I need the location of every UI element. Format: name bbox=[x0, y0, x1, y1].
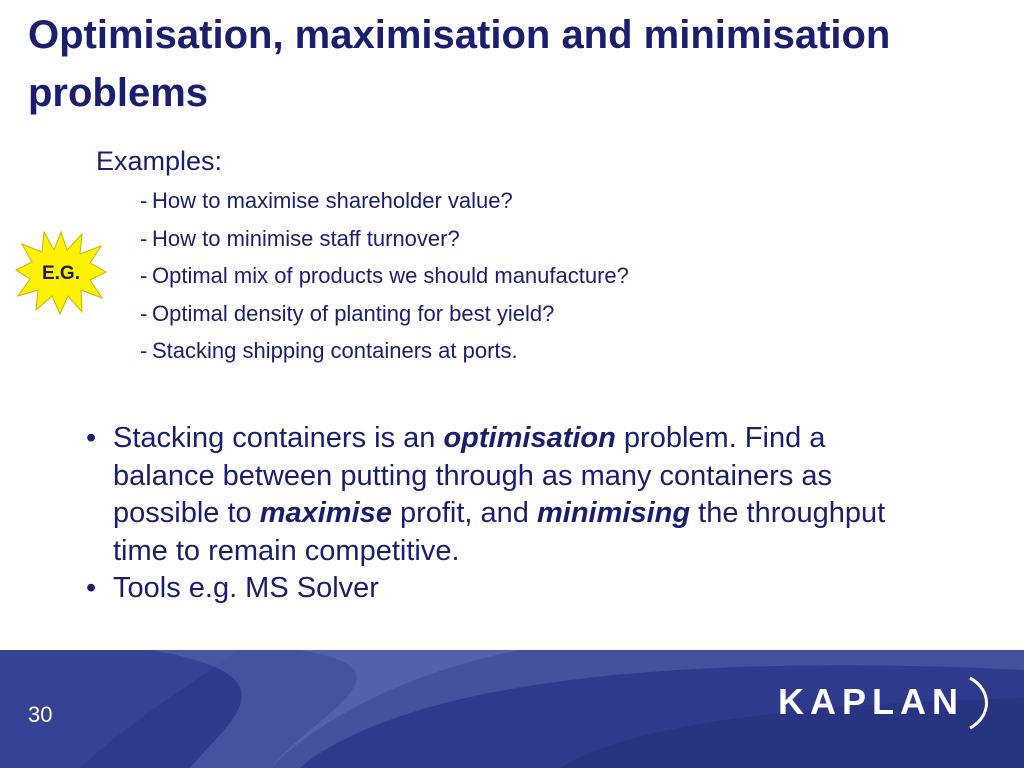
bullet-text: Stacking containers is an bbox=[113, 422, 444, 454]
examples-list bbox=[140, 184, 629, 372]
example-item: - How to minimise staff turnover? bbox=[140, 225, 460, 251]
emphasis-minimising: minimising bbox=[537, 497, 691, 529]
example-text: Optimal mix of products we should manufacture? bbox=[152, 263, 629, 288]
examples-heading: Examples: bbox=[96, 146, 223, 176]
example-text: How to minimise staff turnover? bbox=[152, 225, 460, 251]
bullet-item-stacking bbox=[86, 420, 933, 570]
example-item: - Optimal density of planting for best yield? bbox=[140, 300, 555, 326]
kaplan-logo bbox=[770, 672, 995, 734]
bullet-marker: • bbox=[86, 572, 97, 604]
logo-wordmark: KAPLAN bbox=[778, 681, 964, 722]
example-text: How to maximise shareholder value? bbox=[152, 188, 513, 213]
bullet-marker: • bbox=[86, 422, 97, 454]
example-item: - Optimal mix of products we should manufacture? bbox=[140, 263, 629, 288]
main-bullets bbox=[86, 420, 946, 608]
example-item: - How to maximise shareholder value? bbox=[140, 188, 513, 213]
example-text: Stacking shipping containers at ports. bbox=[152, 338, 518, 363]
bullet-text: profit, and bbox=[391, 497, 537, 529]
bullet-text: the throughput time to remain competitive. bbox=[113, 497, 886, 567]
emphasis-optimisation: optimisation bbox=[443, 422, 616, 454]
example-text: Optimal density of planting for best yield? bbox=[152, 300, 555, 326]
bullet-text: problem. Find a balance between putting through as many containers as possible to bbox=[113, 422, 833, 529]
bullet-item-tools bbox=[86, 570, 946, 608]
example-item: - Stacking shipping containers at ports. bbox=[140, 338, 518, 363]
page-number: 30 bbox=[28, 702, 53, 727]
slide-title: Optimisation, maximisation and minimisation problems bbox=[28, 13, 891, 115]
emphasis-maximise: maximise bbox=[259, 497, 392, 529]
eg-starburst-badge bbox=[14, 228, 108, 316]
bullet-text: Tools e.g. MS Solver bbox=[113, 572, 379, 604]
badge-label: E.G. bbox=[41, 263, 81, 284]
